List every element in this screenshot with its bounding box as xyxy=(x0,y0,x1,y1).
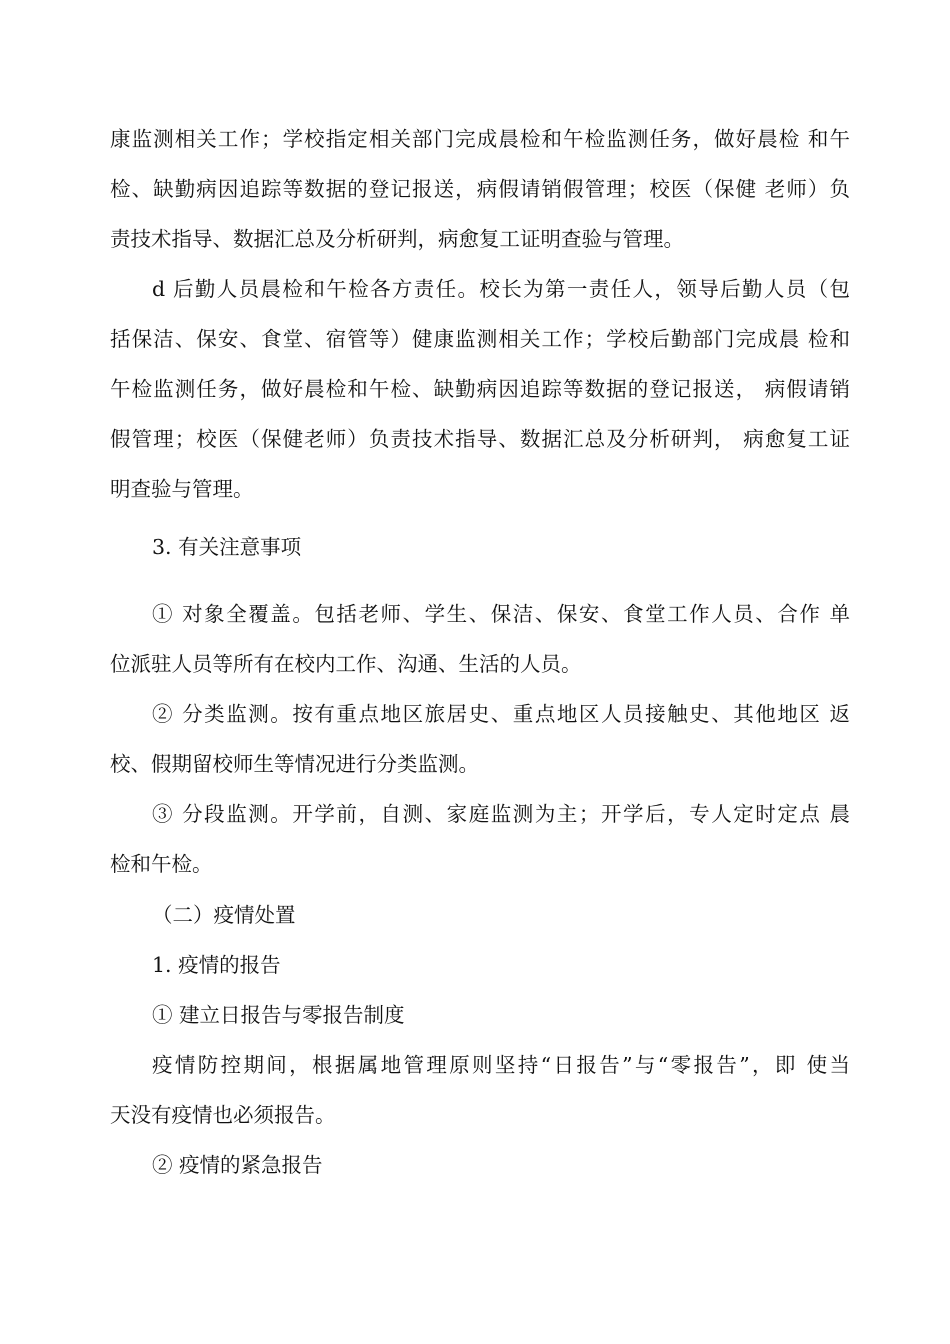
paragraph-line: 康监测相关工作；学校指定相关部门完成晨检和午检监测任务，做好晨检 和午 xyxy=(110,127,850,151)
paragraph-line: 午检监测任务，做好晨检和午检、缺勤病因追踪等数据的登记报送， 病假请销 xyxy=(110,377,850,401)
paragraph-line: d 后勤人员晨检和午检各方责任。校长为第一责任人，领导后勤人员（包 xyxy=(152,277,850,301)
paragraph-line: 责技术指导、数据汇总及分析研判，病愈复工证明查验与管理。 xyxy=(110,227,684,251)
section-heading: 3. 有关注意事项 xyxy=(152,535,302,559)
paragraph-line: 明查验与管理。 xyxy=(110,477,254,501)
section-heading: （二）疫情处置 xyxy=(152,903,296,927)
paragraph-line: 疫情防控期间，根据属地管理原则坚持“日报告”与“零报告”，即 使当 xyxy=(152,1053,850,1077)
item-heading: ② 疫情的紧急报告 xyxy=(152,1153,323,1177)
paragraph-line: ③ 分段监测。开学前，自测、家庭监测为主；开学后，专人定时定点 晨 xyxy=(152,802,850,826)
paragraph-line: 假管理；校医（保健老师）负责技术指导、数据汇总及分析研判， 病愈复工证 xyxy=(110,427,850,451)
paragraph-line: 天没有疫情也必须报告。 xyxy=(110,1103,336,1127)
paragraph-line: ② 分类监测。按有重点地区旅居史、重点地区人员接触史、其他地区 返 xyxy=(152,702,850,726)
paragraph-line: 检和午检。 xyxy=(110,852,213,876)
paragraph-line: 括保洁、保安、食堂、宿管等）健康监测相关工作；学校后勤部门完成晨 检和 xyxy=(110,327,850,351)
paragraph-line: 校、假期留校师生等情况进行分类监测。 xyxy=(110,752,479,776)
item-heading: ① 建立日报告与零报告制度 xyxy=(152,1003,405,1027)
subsection-heading: 1. 疫情的报告 xyxy=(152,953,281,977)
paragraph-line: 位派驻人员等所有在校内工作、沟通、生活的人员。 xyxy=(110,652,582,676)
paragraph-line: 检、缺勤病因追踪等数据的登记报送，病假请销假管理；校医（保健 老师）负 xyxy=(110,177,850,201)
paragraph-line: ① 对象全覆盖。包括老师、学生、保洁、保安、食堂工作人员、合作 单 xyxy=(152,602,850,626)
